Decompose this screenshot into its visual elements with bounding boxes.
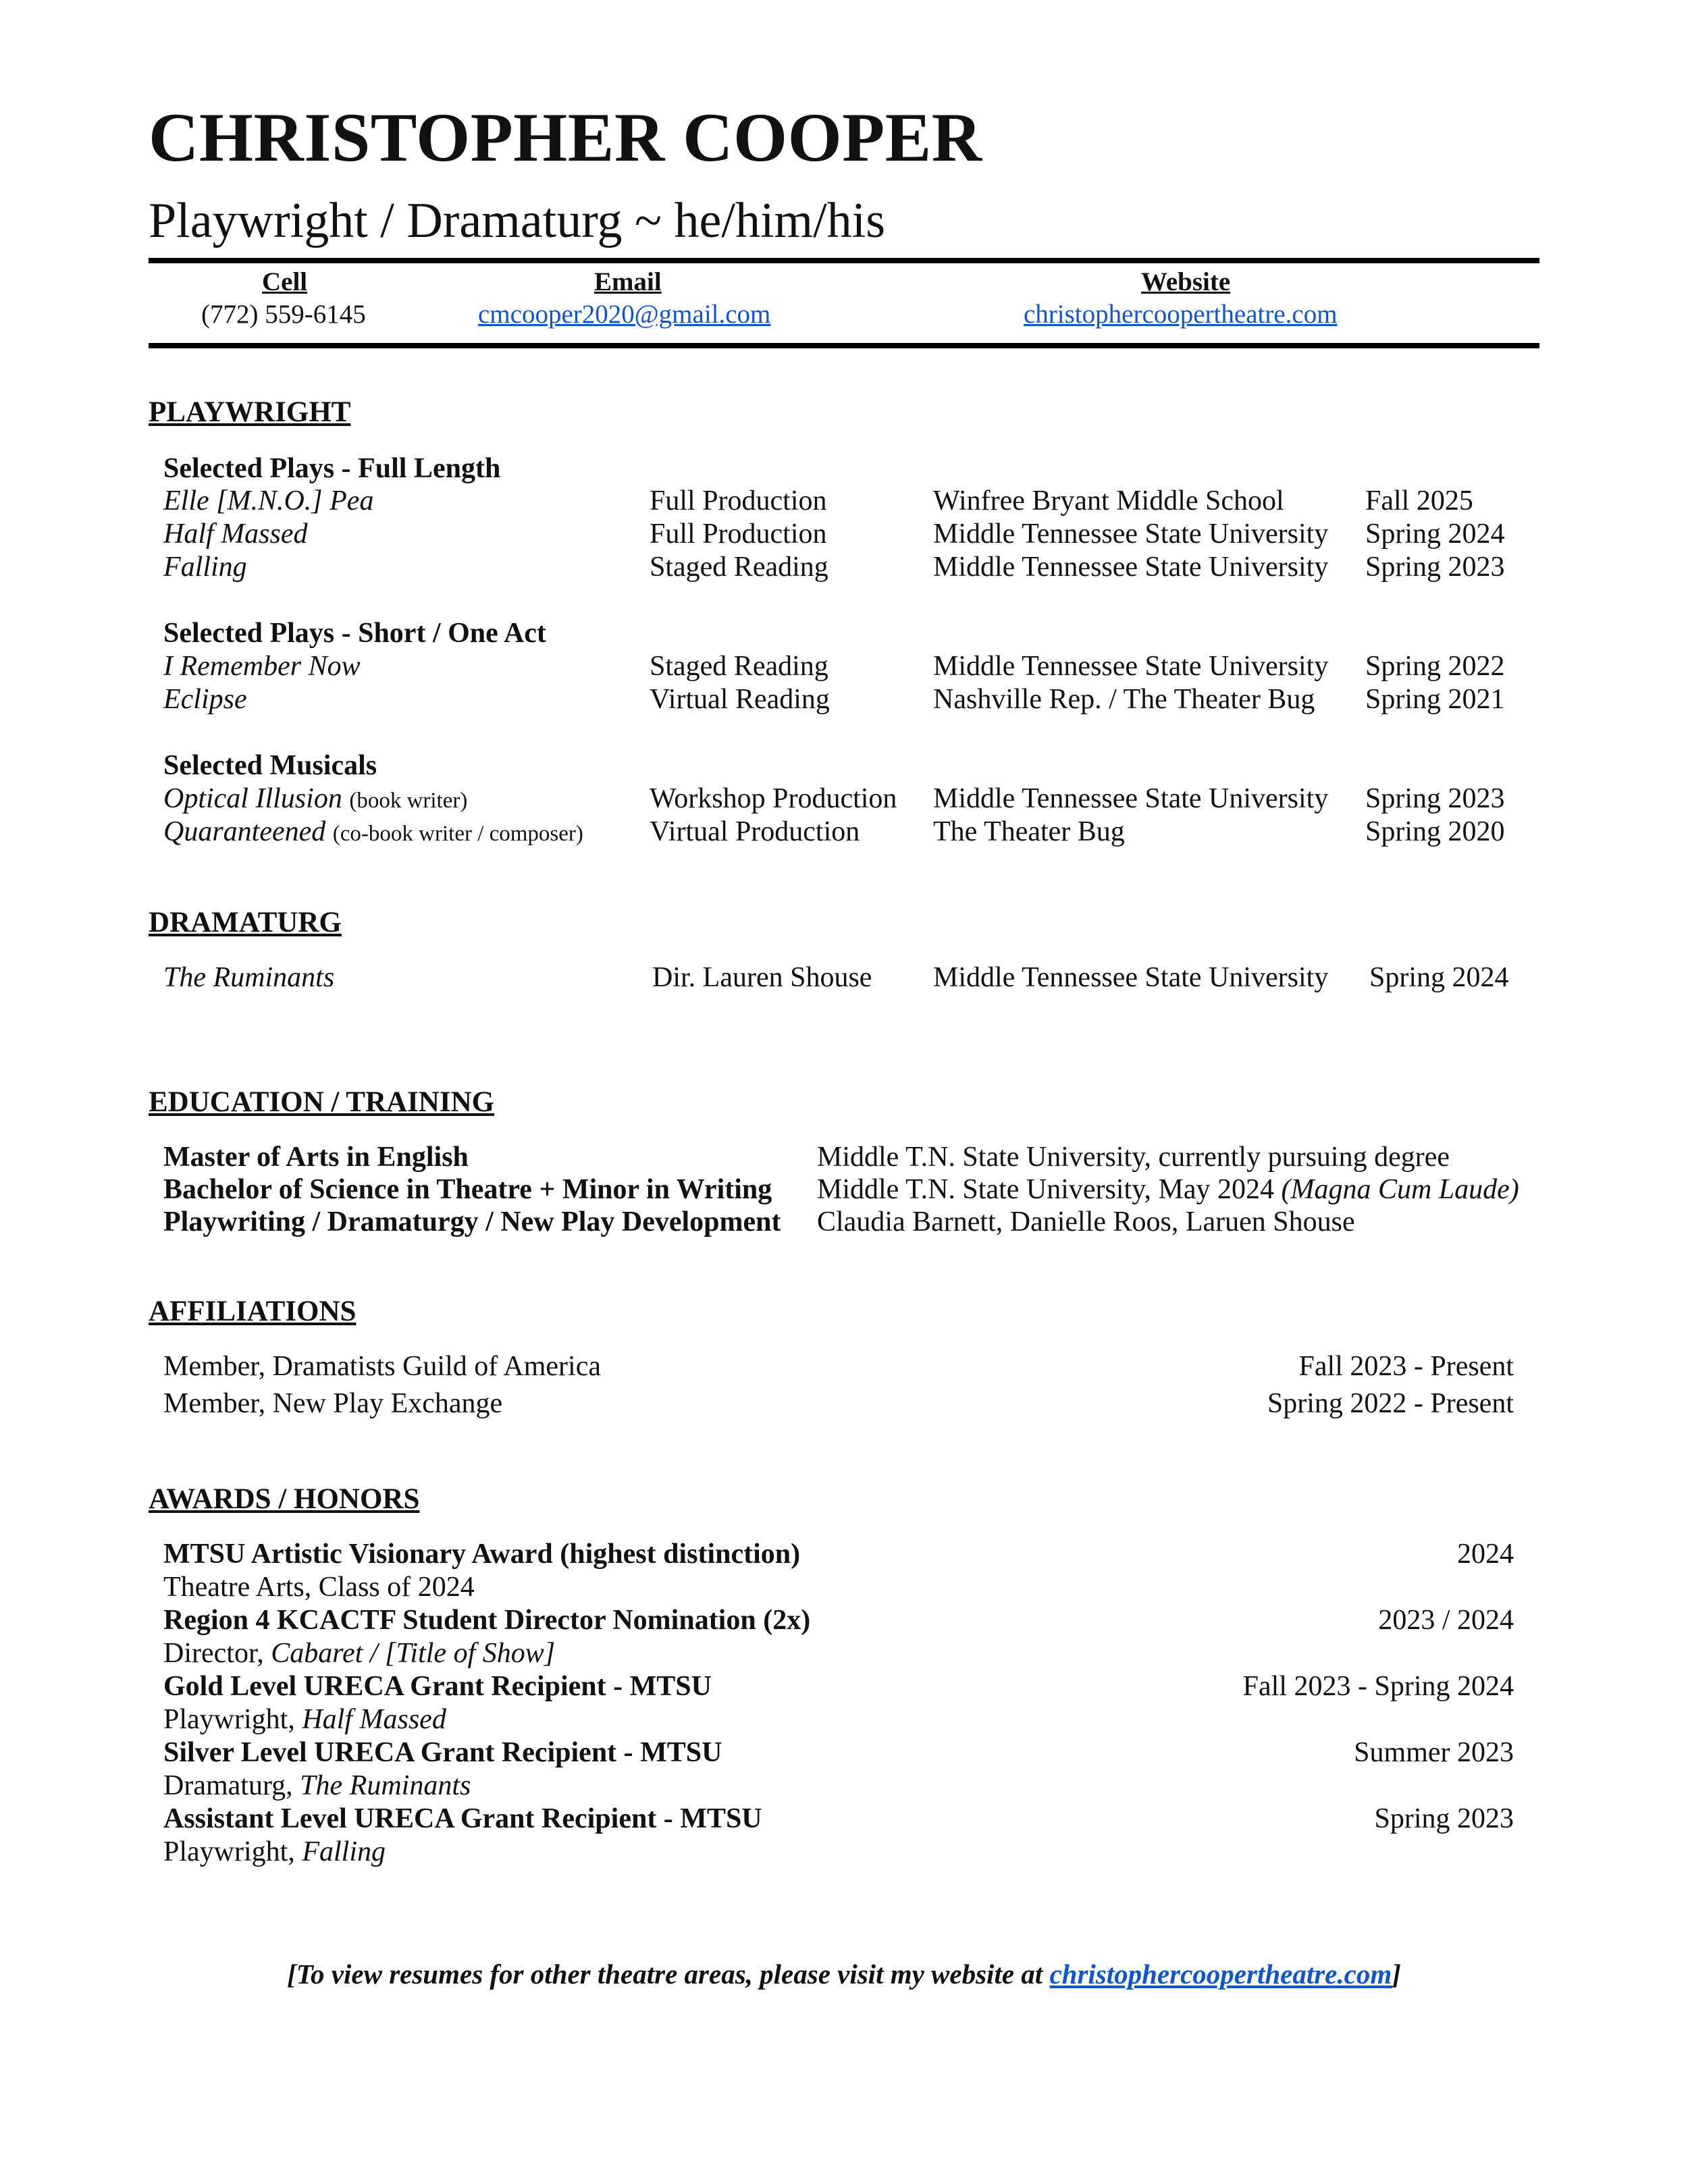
full-length-subheading: Selected Plays - Full Length [163,453,501,484]
play-title: Half Massed [163,518,308,550]
footer-close: ] [1392,1959,1401,1990]
degree: Master of Arts in English [163,1142,469,1173]
education-heading: EDUCATION / TRAINING [149,1086,495,1118]
date: Spring 2023 [1374,1803,1514,1834]
date: Spring 2024 [1365,518,1505,550]
dramaturg-heading: DRAMATURG [149,907,342,938]
date: Spring 2022 [1365,651,1505,682]
award-work: Half Massed [302,1704,446,1735]
production-title: The Ruminants [163,962,335,993]
affiliation: Member, New Play Exchange [163,1388,503,1419]
date: 2023 / 2024 [1378,1605,1514,1636]
website-link[interactable]: christophercoopertheatre.com [1024,300,1338,329]
venue: Middle Tennessee State University [933,783,1329,814]
degree: Bachelor of Science in Theatre + Minor in Writing [163,1174,772,1205]
production-type: Full Production [650,485,827,516]
award-role: Playwright, [163,1704,302,1735]
header-rule-bottom [149,343,1539,348]
production-type: Workshop Production [650,783,897,814]
play-title: Eclipse [163,684,247,715]
musical-role-note: (book writer) [349,789,468,813]
venue: Winfree Bryant Middle School [933,485,1284,516]
cell-value: (772) 559-6145 [201,300,366,329]
venue: Middle Tennessee State University [933,518,1329,550]
musical-name: Optical Illusion [163,783,342,814]
venue: Middle Tennessee State University [933,651,1329,682]
footer-text: [To view resumes for other theatre areas, please visit my website at [287,1959,1050,1990]
date: Summer 2023 [1354,1737,1514,1768]
play-title: Elle [M.N.O.] Pea [163,485,374,516]
awards-heading: AWARDS / HONORS [149,1483,420,1515]
footer-website-link[interactable]: christophercoopertheatre.com [1049,1959,1392,1990]
award-role: Theatre Arts, Class of 2024 [163,1572,475,1603]
award-work: Falling [302,1836,386,1867]
production-type: Virtual Reading [650,684,830,715]
musical-title [163,816,583,848]
venue: Nashville Rep. / The Theater Bug [933,684,1315,715]
date: Spring 2023 [1365,552,1505,583]
production-type: Virtual Production [650,816,860,847]
header-rule-top [149,258,1539,263]
date: Fall 2023 - Present [1298,1351,1514,1382]
musical-name: Quaranteened [163,816,326,847]
date: Spring 2021 [1365,684,1505,715]
award-role: Playwright, [163,1836,302,1867]
degree: Playwriting / Dramaturgy / New Play Development [163,1206,781,1237]
institution-detail: Middle T.N. State University, May 2024 [817,1174,1274,1205]
email-label: Email [594,267,662,296]
award-title: Silver Level URECA Grant Recipient - MTSU [163,1737,722,1768]
award-detail [163,1836,386,1868]
venue: Middle Tennessee State University [933,962,1329,993]
institution: Middle T.N. State University, currently pursuing degree [817,1142,1450,1173]
website-label: Website [1141,267,1231,296]
award-detail [163,1703,446,1736]
production-type: Full Production [650,518,827,550]
date: 2024 [1457,1539,1514,1570]
institution: Claudia Barnett, Danielle Roos, Laruen Shouse [817,1206,1355,1237]
production-type: Staged Reading [650,552,828,583]
award-title: Assistant Level URECA Grant Recipient - MTSU [163,1803,762,1834]
musical-title [163,782,467,815]
short-plays-subheading: Selected Plays - Short / One Act [163,618,546,649]
institution [817,1173,1519,1206]
date: Fall 2023 - Spring 2024 [1242,1671,1514,1702]
date: Spring 2020 [1365,816,1505,847]
award-work: Cabaret / [Title of Show] [271,1638,556,1669]
play-title: I Remember Now [163,651,361,682]
affiliation: Member, Dramatists Guild of America [163,1351,601,1382]
email-link[interactable]: cmcooper2020@gmail.com [478,300,771,329]
person-subtitle: Playwright / Dramaturg ~ he/him/his [149,193,885,248]
award-title: Region 4 KCACTF Student Director Nomination (2x) [163,1605,811,1636]
affiliations-heading: AFFILIATIONS [149,1296,357,1327]
award-role: Dramaturg, [163,1770,300,1801]
production-type: Staged Reading [650,651,828,682]
venue: The Theater Bug [933,816,1125,847]
date: Fall 2025 [1365,485,1473,516]
director: Dir. Lauren Shouse [652,962,872,993]
play-title: Falling [163,552,247,583]
award-role: Director, [163,1638,271,1669]
honor: (Magna Cum Laude) [1281,1174,1519,1205]
date: Spring 2023 [1365,783,1505,814]
cell-label: Cell [262,267,308,296]
playwright-heading: PLAYWRIGHT [149,396,351,428]
award-detail [163,1769,471,1802]
award-title: Gold Level URECA Grant Recipient - MTSU [163,1671,712,1702]
award-detail [163,1637,555,1670]
award-detail [163,1571,475,1603]
musicals-subheading: Selected Musicals [163,750,377,781]
footer-note [0,1958,1688,1990]
date: Spring 2022 - Present [1267,1388,1514,1419]
award-work: The Ruminants [300,1770,471,1801]
award-title: MTSU Artistic Visionary Award (highest distinction) [163,1539,801,1570]
person-name: CHRISTOPHER COOPER [149,99,982,176]
musical-role-note: (co-book writer / composer) [332,822,583,846]
venue: Middle Tennessee State University [933,552,1329,583]
date: Spring 2024 [1369,962,1509,993]
